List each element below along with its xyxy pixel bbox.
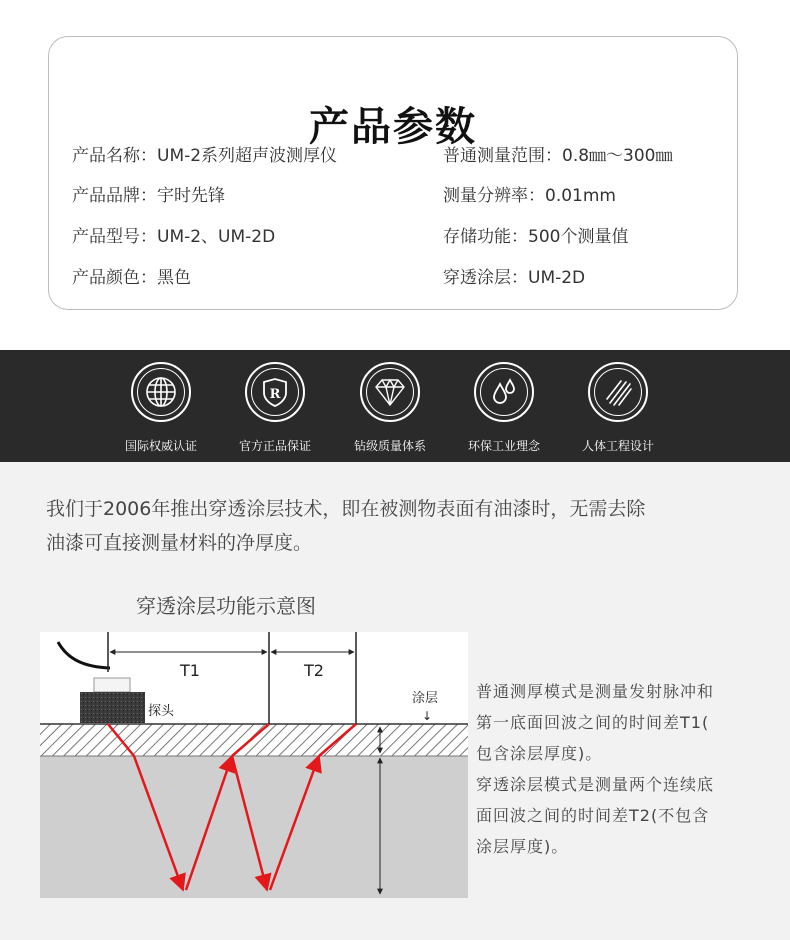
- coating-label: 涂层: [412, 691, 439, 706]
- explain-line: 第一底面回波之间的时间差T1(: [476, 713, 710, 732]
- params-title: 产品参数: [309, 104, 477, 150]
- intro-line: 我们于2006年推出穿透涂层技术，即在被测物表面有油漆时，无需去除: [46, 498, 646, 520]
- coating-diagram: [40, 632, 470, 898]
- spec-color: 产品颜色：黑色: [72, 268, 191, 288]
- diamond-icon: [360, 362, 420, 422]
- explain-line: 普通测厚模式是测量发射脉冲和: [476, 682, 715, 701]
- spec-range: 普通测量范围：0.8㎜～300㎜: [443, 146, 673, 166]
- intro-text: [46, 492, 746, 560]
- globe-icon: [131, 362, 191, 422]
- feature-label: 环保工业理念: [467, 439, 540, 453]
- feature-label: 国际权威认证: [124, 439, 197, 453]
- feature-eco: [444, 362, 564, 454]
- explain-line: 穿透涂层模式是测量两个连续底: [476, 775, 715, 794]
- feature-band: [0, 350, 790, 462]
- coating-layer: [40, 724, 468, 756]
- spec-resolution: 测量分辨率：0.01mm: [443, 186, 616, 206]
- feature-label: 人体工程设计: [581, 439, 654, 453]
- explanation-text: [476, 676, 766, 862]
- spec-storage: 存储功能：500个测量值: [443, 227, 629, 247]
- spec-coating: 穿透涂层：UM-2D: [443, 268, 586, 288]
- svg-text:R: R: [269, 387, 281, 402]
- t2-label: T2: [304, 661, 324, 680]
- spec-name: 产品名称：UM-2系列超声波测厚仪: [72, 146, 338, 166]
- coating-arrow: ↓: [422, 709, 433, 723]
- explain-line: 面回波之间的时间差T2(不包含: [476, 806, 710, 825]
- shield-r-icon: [245, 362, 305, 422]
- feature-genuine: [215, 362, 335, 454]
- feature-label: 官方正品保证: [238, 439, 311, 453]
- spec-model: 产品型号：UM-2、UM-2D: [72, 227, 276, 247]
- feature-quality: [330, 362, 450, 454]
- diagonal-lines-icon: [588, 362, 648, 422]
- material-block: [40, 756, 468, 898]
- probe-top: [94, 678, 130, 692]
- diagram-title: 穿透涂层功能示意图: [136, 594, 316, 618]
- feature-label: 钻级质量体系: [353, 439, 426, 453]
- probe-label: 探头: [148, 704, 175, 719]
- explain-line: 涂层厚度)。: [476, 837, 569, 856]
- feature-ergonomic: [558, 362, 678, 454]
- water-drops-icon: [474, 362, 534, 422]
- explain-line: 包含涂层厚度)。: [476, 744, 603, 763]
- probe-icon: [80, 692, 145, 723]
- intro-line: 油漆可直接测量材料的净厚度。: [46, 532, 313, 554]
- feature-certification: [101, 362, 221, 454]
- spec-brand: 产品品牌：宇时先锋: [72, 186, 225, 206]
- t1-label: T1: [180, 661, 200, 680]
